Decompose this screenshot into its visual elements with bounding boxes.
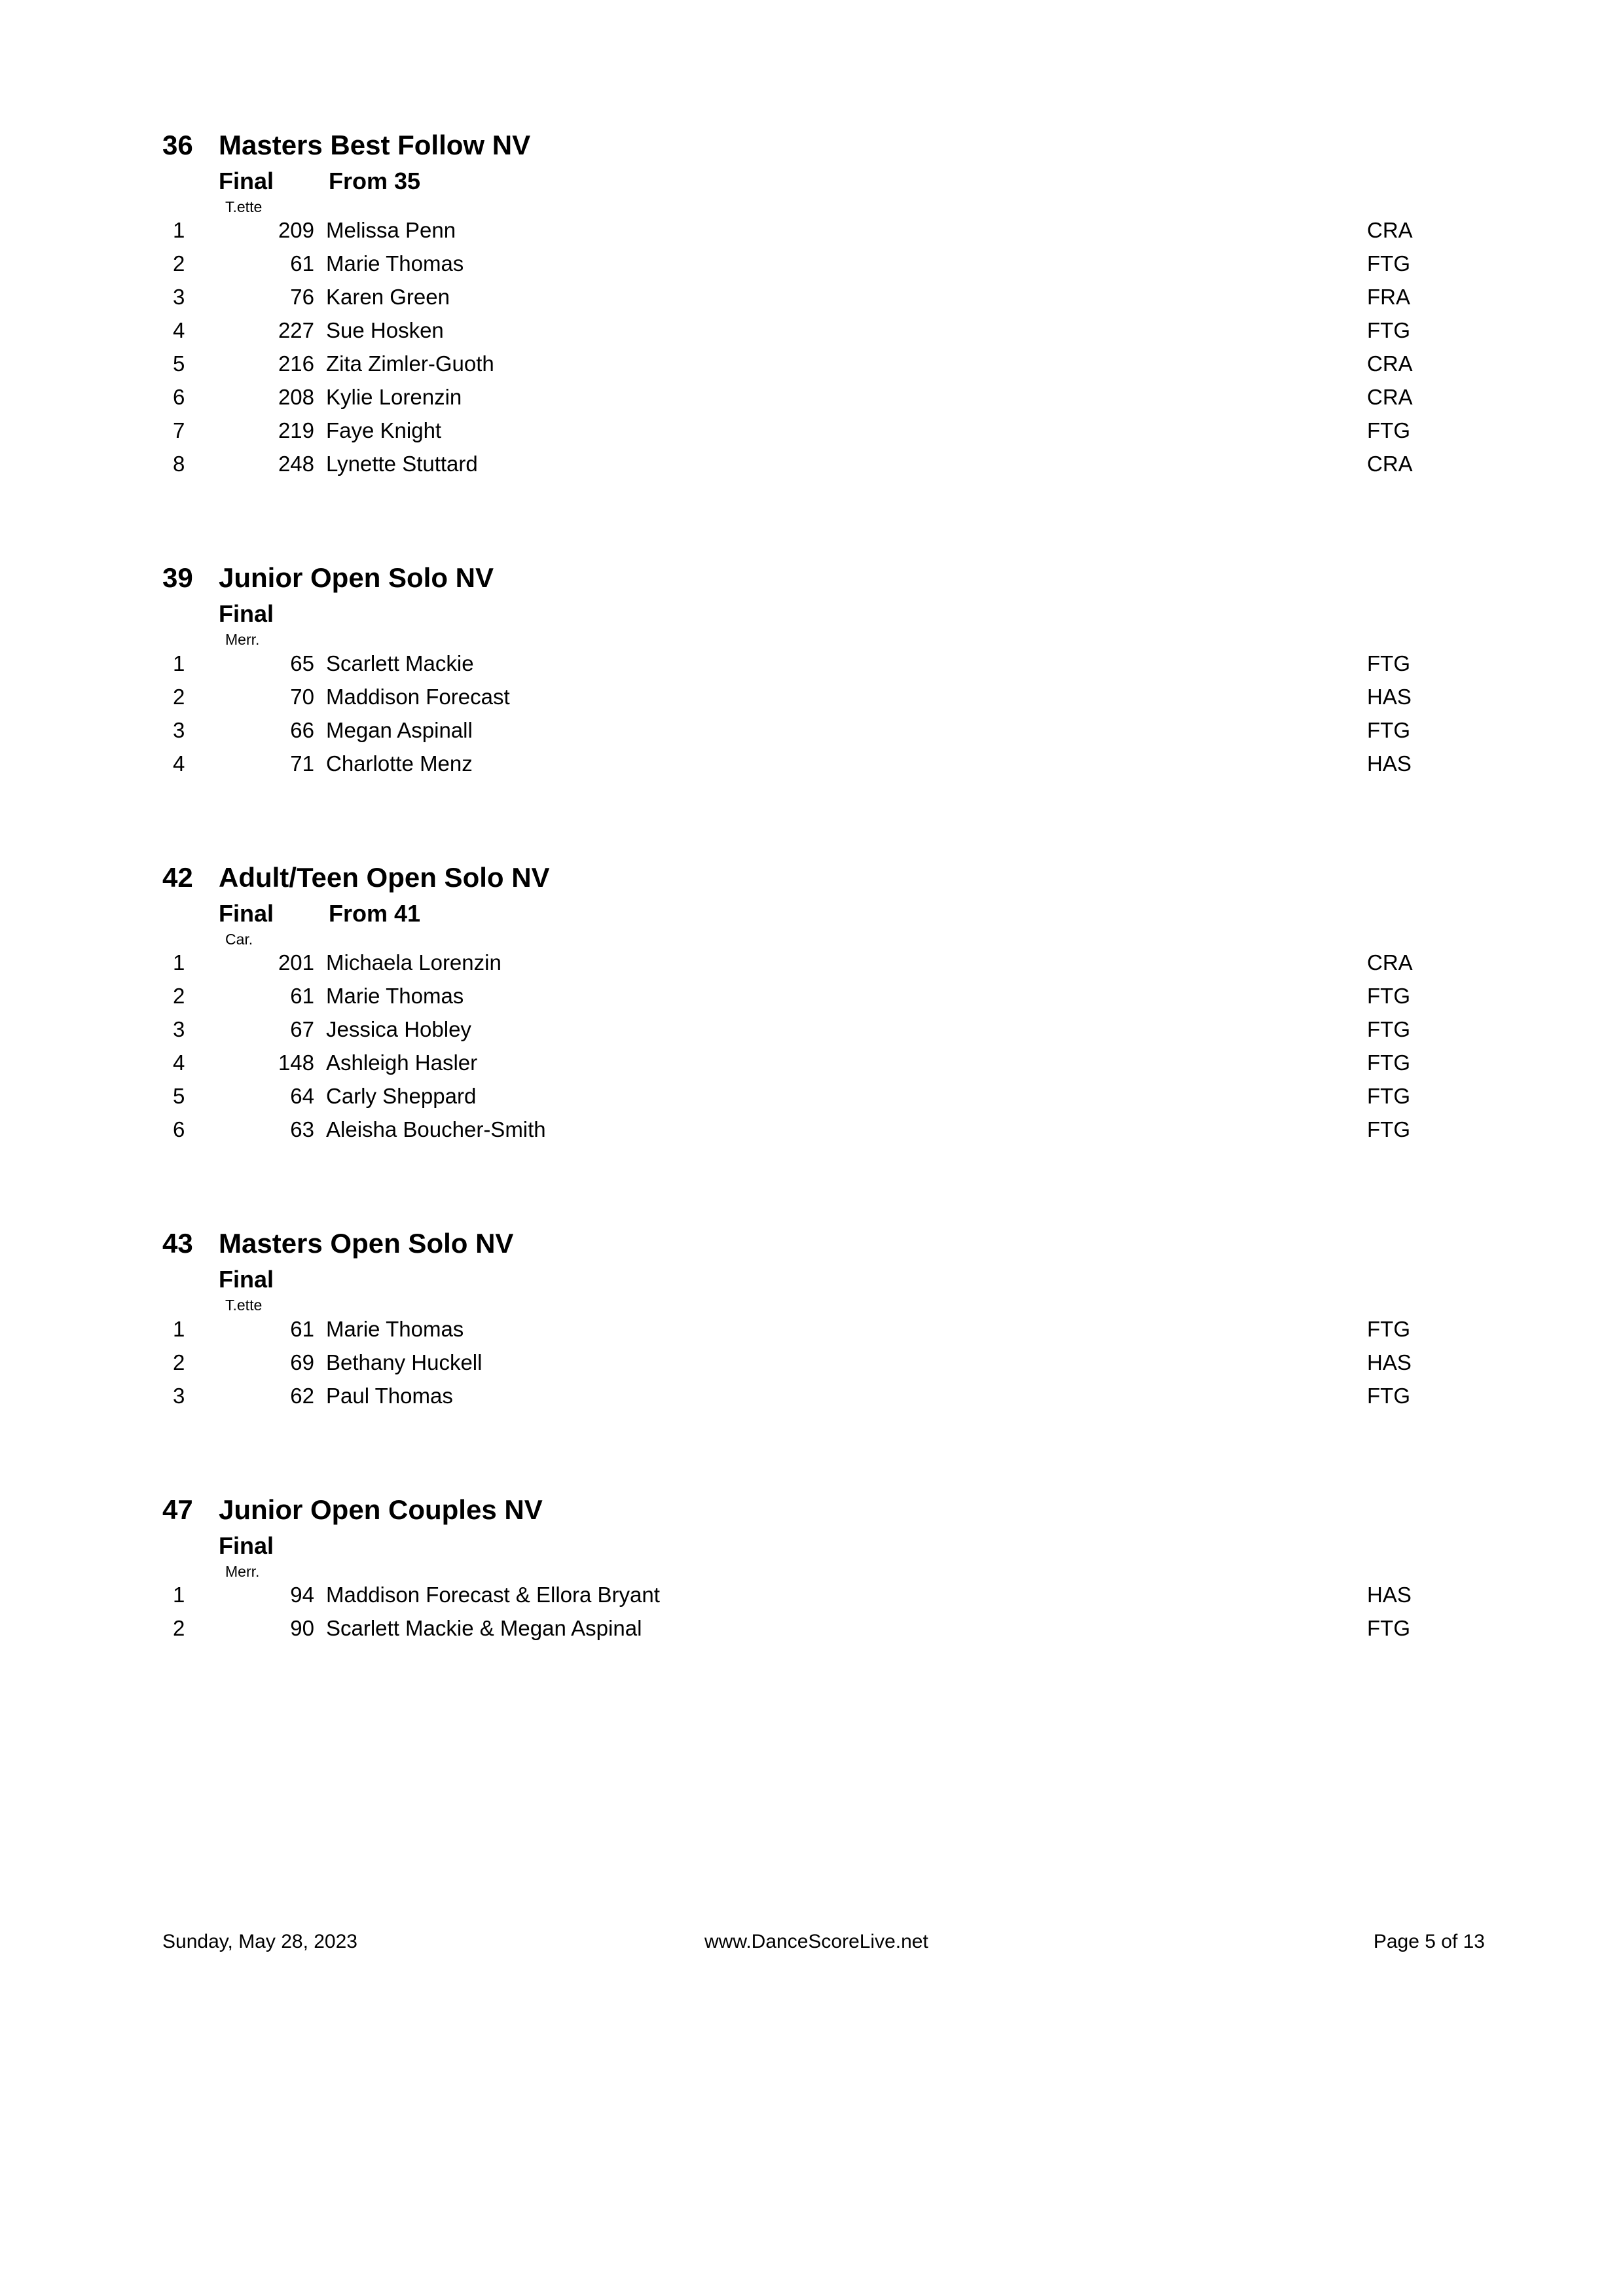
- result-number: 209: [278, 218, 314, 243]
- event-number: 47: [162, 1494, 193, 1525]
- event-block-42: [162, 863, 1485, 1152]
- event-round: Final: [219, 1532, 274, 1559]
- result-name: Marie Thomas: [326, 251, 464, 276]
- result-name: Bethany Huckell: [326, 1350, 483, 1374]
- event-block-47: [162, 1496, 1485, 1651]
- result-name: Lynette Stuttard: [326, 452, 478, 476]
- result-name: Charlotte Menz: [326, 751, 473, 776]
- result-studio: FTG: [1367, 418, 1410, 443]
- result-place: 1: [173, 950, 185, 975]
- footer-site: www.DanceScoreLive.net: [704, 1931, 928, 1952]
- result-place: 3: [173, 717, 185, 742]
- result-number: 208: [278, 385, 314, 410]
- result-place: 3: [173, 1383, 185, 1408]
- event-round: Final: [219, 899, 274, 927]
- table-row: [162, 453, 1485, 486]
- result-number: 201: [278, 950, 314, 975]
- result-name: Paul Thomas: [326, 1383, 453, 1408]
- table-row: [162, 1617, 1485, 1651]
- event-judge: Merr.: [225, 1562, 260, 1580]
- result-number: 63: [290, 1117, 314, 1142]
- table-row: [162, 985, 1485, 1018]
- result-place: 1: [173, 1582, 185, 1607]
- section-spacer: [162, 486, 1485, 564]
- result-name: Marie Thomas: [326, 984, 464, 1009]
- result-number: 61: [290, 984, 314, 1009]
- table-row: [162, 719, 1485, 753]
- event-title: Masters Best Follow NV: [219, 130, 531, 160]
- result-studio: HAS: [1367, 684, 1412, 709]
- result-place: 1: [173, 651, 185, 675]
- result-studio: CRA: [1367, 385, 1413, 410]
- result-name: Maddison Forecast: [326, 684, 510, 709]
- result-place: 2: [173, 984, 185, 1009]
- results-list: [162, 131, 1485, 1651]
- result-place: 2: [173, 1615, 185, 1640]
- table-row: [162, 1385, 1485, 1418]
- event-title: Junior Open Couples NV: [219, 1494, 543, 1525]
- result-studio: FTG: [1367, 1017, 1410, 1042]
- table-row: [162, 753, 1485, 786]
- event-subheader: [219, 900, 1485, 927]
- result-number: 61: [290, 1316, 314, 1341]
- results-table: [162, 1318, 1485, 1418]
- event-number: 43: [162, 1228, 193, 1259]
- result-number: 219: [278, 418, 314, 443]
- result-number: 148: [278, 1050, 314, 1075]
- table-row: [162, 219, 1485, 253]
- result-number: 248: [278, 452, 314, 476]
- result-name: Faye Knight: [326, 418, 442, 443]
- result-place: 4: [173, 751, 185, 776]
- event-subheader: [219, 1532, 1485, 1560]
- result-number: 62: [290, 1383, 314, 1408]
- result-name: Megan Aspinall: [326, 717, 473, 742]
- event-header: [162, 863, 1485, 892]
- event-header: [162, 564, 1485, 592]
- table-row: [162, 353, 1485, 386]
- result-place: 6: [173, 1117, 185, 1142]
- result-number: 227: [278, 318, 314, 343]
- section-spacer: [162, 786, 1485, 863]
- table-row: [162, 420, 1485, 453]
- result-number: 90: [290, 1615, 314, 1640]
- result-name: Scarlett Mackie & Megan Aspinal: [326, 1615, 642, 1640]
- event-block-39: [162, 564, 1485, 785]
- event-number: 39: [162, 562, 193, 594]
- result-number: 94: [290, 1582, 314, 1607]
- event-judge: Car.: [225, 930, 253, 948]
- event-judge: T.ette: [225, 198, 263, 216]
- result-place: 6: [173, 385, 185, 410]
- result-number: 67: [290, 1017, 314, 1042]
- result-studio: FTG: [1367, 251, 1410, 276]
- result-studio: HAS: [1367, 751, 1412, 776]
- table-row: [162, 952, 1485, 985]
- event-from: From 35: [329, 168, 421, 195]
- result-studio: FRA: [1367, 285, 1410, 310]
- section-spacer: [162, 1152, 1485, 1229]
- event-number: 42: [162, 861, 193, 893]
- event-round: Final: [219, 1266, 274, 1293]
- footer-date: Sunday, May 28, 2023: [162, 1931, 357, 1952]
- table-row: [162, 1352, 1485, 1385]
- result-place: 4: [173, 1050, 185, 1075]
- table-row: [162, 253, 1485, 286]
- result-name: Zita Zimler-Guoth: [326, 351, 494, 376]
- result-studio: FTG: [1367, 1117, 1410, 1142]
- event-block-36: [162, 131, 1485, 486]
- event-title: Adult/Teen Open Solo NV: [219, 861, 550, 893]
- result-name: Jessica Hobley: [326, 1017, 471, 1042]
- result-place: 3: [173, 1017, 185, 1042]
- event-block-43: [162, 1229, 1485, 1418]
- section-spacer: [162, 1418, 1485, 1496]
- event-from: From 41: [329, 899, 421, 927]
- event-round: Final: [219, 600, 274, 628]
- event-header: [162, 1229, 1485, 1258]
- result-studio: FTG: [1367, 1615, 1410, 1640]
- table-row: [162, 1018, 1485, 1052]
- result-studio: FTG: [1367, 1084, 1410, 1109]
- event-round: Final: [219, 168, 274, 195]
- table-row: [162, 1052, 1485, 1085]
- result-studio: CRA: [1367, 218, 1413, 243]
- result-place: 4: [173, 318, 185, 343]
- table-row: [162, 1085, 1485, 1119]
- result-number: 66: [290, 717, 314, 742]
- result-place: 2: [173, 684, 185, 709]
- result-studio: CRA: [1367, 351, 1413, 376]
- event-number: 36: [162, 130, 193, 160]
- table-row: [162, 686, 1485, 719]
- event-judge: T.ette: [225, 1297, 263, 1314]
- result-number: 71: [290, 751, 314, 776]
- result-studio: HAS: [1367, 1582, 1412, 1607]
- event-subheader: [219, 600, 1485, 628]
- result-number: 69: [290, 1350, 314, 1374]
- result-place: 7: [173, 418, 185, 443]
- result-studio: FTG: [1367, 1050, 1410, 1075]
- table-row: [162, 653, 1485, 686]
- footer-page-number: Page 5 of 13: [1373, 1931, 1485, 1952]
- result-number: 64: [290, 1084, 314, 1109]
- result-studio: FTG: [1367, 984, 1410, 1009]
- result-number: 61: [290, 251, 314, 276]
- result-studio: FTG: [1367, 1316, 1410, 1341]
- result-name: Marie Thomas: [326, 1316, 464, 1341]
- event-subheader: [219, 1266, 1485, 1293]
- table-row: [162, 286, 1485, 319]
- event-subheader: [219, 168, 1485, 195]
- result-name: Scarlett Mackie: [326, 651, 474, 675]
- result-studio: FTG: [1367, 318, 1410, 343]
- result-name: Sue Hosken: [326, 318, 444, 343]
- result-studio: FTG: [1367, 717, 1410, 742]
- result-studio: CRA: [1367, 950, 1413, 975]
- result-name: Maddison Forecast & Ellora Bryant: [326, 1582, 660, 1607]
- result-name: Carly Sheppard: [326, 1084, 477, 1109]
- result-name: Melissa Penn: [326, 218, 456, 243]
- results-table: [162, 653, 1485, 786]
- result-number: 76: [290, 285, 314, 310]
- result-studio: HAS: [1367, 1350, 1412, 1374]
- table-row: [162, 1318, 1485, 1352]
- result-place: 2: [173, 251, 185, 276]
- result-studio: FTG: [1367, 651, 1410, 675]
- result-place: 5: [173, 351, 185, 376]
- result-name: Karen Green: [326, 285, 450, 310]
- result-place: 1: [173, 1316, 185, 1341]
- result-place: 5: [173, 1084, 185, 1109]
- table-row: [162, 386, 1485, 420]
- result-number: 70: [290, 684, 314, 709]
- results-table: [162, 219, 1485, 486]
- event-header: [162, 131, 1485, 160]
- table-row: [162, 1119, 1485, 1152]
- result-name: Kylie Lorenzin: [326, 385, 462, 410]
- result-studio: CRA: [1367, 452, 1413, 476]
- result-name: Ashleigh Hasler: [326, 1050, 478, 1075]
- result-number: 65: [290, 651, 314, 675]
- result-place: 8: [173, 452, 185, 476]
- result-place: 2: [173, 1350, 185, 1374]
- event-title: Junior Open Solo NV: [219, 562, 494, 594]
- table-row: [162, 1584, 1485, 1617]
- result-name: Aleisha Boucher-Smith: [326, 1117, 546, 1142]
- table-row: [162, 319, 1485, 353]
- page-footer: [162, 1931, 1485, 1953]
- result-place: 3: [173, 285, 185, 310]
- results-table: [162, 952, 1485, 1152]
- result-studio: FTG: [1367, 1383, 1410, 1408]
- result-name: Michaela Lorenzin: [326, 950, 501, 975]
- results-table: [162, 1584, 1485, 1651]
- result-number: 216: [278, 351, 314, 376]
- event-title: Masters Open Solo NV: [219, 1228, 514, 1259]
- event-judge: Merr.: [225, 631, 260, 649]
- event-header: [162, 1496, 1485, 1524]
- result-place: 1: [173, 218, 185, 243]
